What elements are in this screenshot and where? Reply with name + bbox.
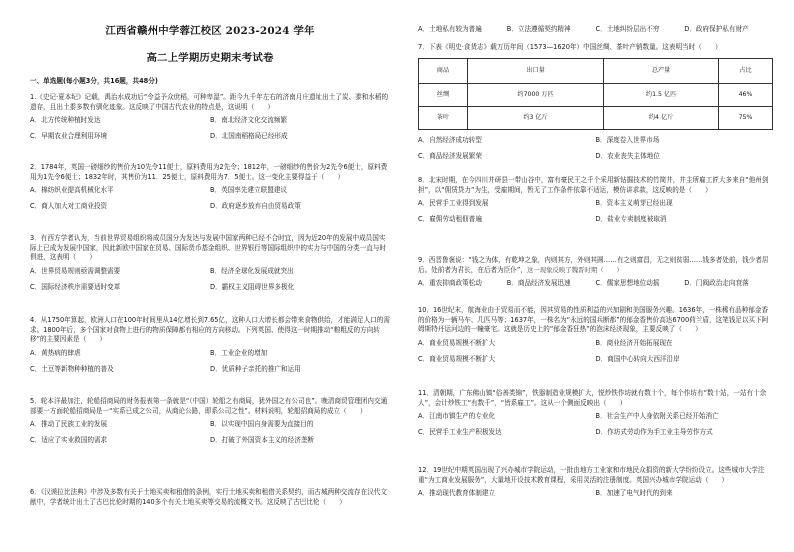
option-a[interactable]: A．自然经济成功转型 bbox=[418, 136, 482, 144]
question-stem: 7．下表《明史·食货志》载万历年间（1573—1620年）中国丝绸、茶叶产销数量。这表明当时（ ） bbox=[418, 43, 722, 51]
option-a[interactable]: A．黄热病的肆虐 bbox=[30, 348, 81, 357]
option-a[interactable]: A．重农抑商政策松动 bbox=[418, 279, 482, 288]
table-row bbox=[419, 107, 773, 130]
option-b[interactable]: B．以实现中国自身需要为直接目的 bbox=[210, 420, 314, 429]
options-row bbox=[30, 186, 390, 198]
option-c[interactable]: C．商业贸易规模不断扩大 bbox=[418, 354, 496, 363]
table-cell: 约1.5 亿匹 bbox=[604, 84, 719, 107]
question-10 bbox=[418, 306, 773, 367]
option-d[interactable]: D．门阀政治走向衰落 bbox=[684, 279, 749, 288]
options-row bbox=[418, 412, 773, 424]
question-stem: 3．有西方学者认为，当前世界贸易组织将成员国分为发达与发展中国家两种已经不合时宜，因为近20年的发展中成员国实际上已成为发展中国家，因此新欧中国家在贸易、国际货币基金组织、世界银行等国际组织中的实力与中国的分类一直与时俱进，这表明（ ） bbox=[30, 234, 387, 262]
option-c[interactable]: C．土地纠纷层出不穷 bbox=[595, 25, 660, 33]
question-stem: 2．1784年，英国一磅细纱的售价为10先令11便士，原料费用为2先令；1812年，一磅细纱的售价为2先令6便士，原料费用为1先令6便士；1832年时，其售价为11．25便士，原料费用为7．5便士。这一变化主要得益于（ ） bbox=[30, 163, 388, 181]
question-7-options bbox=[418, 136, 773, 164]
question-4 bbox=[30, 316, 390, 377]
question-stem: 5．轮本洋最加注，轮船招商局的财务报表第一条就是“（中国）轮船之有商局，犹外国之有公司也”。晚清商贸管理团内交通部要一方面轮船招商局是一“实系已成之公司，从商论公路，即系公司之性”。材料说明，轮船招商局的成立（ ） bbox=[30, 397, 388, 415]
exam-title-school: 江西省赣州中学蓉江校区 2023-2024 学年 bbox=[105, 25, 315, 37]
options-row bbox=[418, 215, 773, 227]
option-d[interactable]: D．霸权主义阻碍世界多极化 bbox=[210, 282, 295, 291]
question-8 bbox=[418, 176, 773, 227]
option-c[interactable]: C．早期农业合理利用环境 bbox=[30, 132, 108, 141]
option-b[interactable]: B．加速了电气时代的到来 bbox=[595, 489, 673, 498]
option-d[interactable]: D．北国南稻格局已经形成 bbox=[210, 132, 288, 141]
table-cell: 茶叶 bbox=[419, 107, 468, 130]
options-row bbox=[418, 136, 773, 148]
table-cell: 约3 亿斤 bbox=[467, 107, 603, 130]
option-c[interactable]: C．商品经济发展繁荣 bbox=[418, 152, 482, 160]
option-b[interactable]: B．经济全球化发展成就突出 bbox=[210, 266, 294, 275]
option-a[interactable]: A．商业贸易规模不断扩大 bbox=[418, 338, 496, 347]
question-stem: 11．清朝期，广东佛山镇“俗善类锦”，铁器制造业规模扩大，悦炒铁作坊就有数十个，每个作坊有“数十站，一站有十余人”，会计炒铁工“有数千”，“皆系雇工”。这从一个侧面反映出（ ） bbox=[418, 389, 767, 407]
table-cell: 约4 亿斤 bbox=[604, 107, 719, 130]
option-a[interactable]: A．江南市镇生产的专业化 bbox=[418, 412, 496, 421]
option-b[interactable]: B．商品经济发展迅速 bbox=[506, 279, 571, 288]
table-cell: 46% bbox=[718, 84, 772, 107]
option-c[interactable]: C．土豆等新物种种植的普及 bbox=[30, 364, 114, 373]
option-a[interactable]: A．世界贸易规则亟需调整需要 bbox=[30, 266, 121, 275]
option-b[interactable]: B．社会生产中人身依附关系已经开始消亡 bbox=[595, 412, 719, 421]
options-row bbox=[30, 267, 390, 279]
question-stem: 4．从1750年算起，欧洲人口在100年时间里从14亿增长到7.65亿，这种人口大增长都会带来食物供给，才能满足人口的需求。1800年后，多个国家对食物上进行的物质保障都有相应的方向移动。下列英国、使得这一时期推动“粮粗反的方向转移”的主要因素是（ ） bbox=[30, 316, 390, 344]
options-row bbox=[418, 199, 773, 211]
option-b[interactable]: B．工业企业的增加 bbox=[210, 348, 268, 357]
options-row bbox=[418, 339, 773, 351]
option-d[interactable]: D．农业丧失主体地位 bbox=[595, 152, 660, 160]
question-stem bbox=[418, 256, 773, 275]
question-9-note: 这一现象反映了魏晋时期（ ） bbox=[526, 265, 623, 274]
option-b[interactable]: B．英国率先建立联盟建议 bbox=[210, 186, 288, 195]
option-b[interactable]: B．资本主义萌芽已经出现 bbox=[595, 199, 673, 208]
option-c[interactable]: C．儒家思想地位动摇 bbox=[595, 279, 660, 288]
table-cell: 丝绸 bbox=[419, 84, 468, 107]
option-d[interactable]: D．政府保护私有财产 bbox=[684, 25, 749, 33]
table-row bbox=[419, 84, 773, 107]
question-3 bbox=[30, 234, 390, 295]
option-d[interactable]: D．优质种子亲托的推广和运用 bbox=[210, 364, 301, 373]
table-header: 商品 bbox=[419, 59, 468, 84]
options-row bbox=[30, 349, 390, 361]
table-cell: 75% bbox=[718, 107, 772, 130]
table-header-row bbox=[419, 59, 773, 84]
option-b[interactable]: B．深度卷入世界市场 bbox=[595, 136, 660, 144]
option-d[interactable]: D．商国中心转向大西洋沿岸 bbox=[595, 354, 680, 363]
option-a[interactable]: A．北方传统种植时发达 bbox=[30, 116, 101, 125]
question-11 bbox=[418, 389, 773, 440]
options-row bbox=[418, 279, 773, 291]
question-stem: 10．16世纪末，航海业由于贸易而不能，因其贸易的性质利益的兴加剧和美国服务兴趣。1636年，一株稀有品种郁金香的价格为一辆马车、几匹马等；1637年，一株名为“永远的国兵断都”的郁金香售价高达6700荷兰盾，这笔钱足以买下阿姆斯特丹运河边的一幢豪宅。这就是历史上的“郁金香狂热”的泡沫经济现象，主要反映了（ ） bbox=[418, 306, 769, 334]
option-b[interactable]: B．立法遵循契约精神 bbox=[506, 25, 571, 33]
option-d[interactable]: D．政府逐步放弃自由贸易政策 bbox=[210, 202, 301, 211]
options-row bbox=[418, 428, 773, 440]
option-a[interactable]: A．推动现代教育体制建立 bbox=[418, 489, 496, 498]
options-row bbox=[30, 132, 390, 144]
exam-title-subject: 高二上学期历史期末考试卷 bbox=[146, 52, 274, 64]
option-c[interactable]: C．国际经济秩序需要适时变革 bbox=[30, 282, 121, 291]
options-row bbox=[418, 489, 773, 501]
options-row bbox=[30, 436, 390, 448]
option-a[interactable]: A．推动了民族工业的发展 bbox=[30, 420, 108, 429]
question-stem: 8．北宋时期，在今四川井研县一带山谷中，富有豪民王之千个采用新钻掘技术的竹简井，井主所雇工匠大多来自“他州剑担”，以“佣赁贷力”为生，受雇期间，暂无了工作条件依靠不适运，模仿讲求款，这反映的是（ ） bbox=[418, 176, 769, 194]
table-header: 占比 bbox=[718, 59, 772, 84]
options-row bbox=[30, 365, 390, 377]
question-6-options bbox=[418, 25, 773, 37]
option-a[interactable]: A．棉纺织业提高机械化水平 bbox=[30, 186, 114, 195]
trade-table bbox=[418, 58, 773, 130]
question-12 bbox=[418, 466, 773, 501]
question-stem: 12．19世纪中期英国出现了兴办城市学院运动，一批由地方工业家和市地民众捐资的新大学纷纷设立。这些城市大学注重“为工商业发展服务”，大量地开设技术教育课程，采用灵活的注册制度。英国兴办城市学院运动（ ） bbox=[418, 466, 765, 484]
option-b[interactable]: B．南北经济文化交流频繁 bbox=[210, 116, 288, 125]
question-2 bbox=[30, 163, 390, 214]
question-9 bbox=[418, 256, 773, 291]
options-row bbox=[30, 283, 390, 295]
option-a[interactable]: A．民营手工业得到发展 bbox=[418, 199, 489, 208]
options-row bbox=[418, 152, 773, 164]
right-column bbox=[418, 0, 773, 552]
options-row bbox=[30, 202, 390, 214]
table-header: 总产量 bbox=[604, 59, 719, 84]
options-row bbox=[418, 355, 773, 367]
table-cell: 约7000 万匹 bbox=[467, 84, 603, 107]
question-1 bbox=[30, 93, 390, 144]
options-row bbox=[30, 420, 390, 432]
question-5 bbox=[30, 397, 390, 448]
question-9-text: 9．西晋鲁褒说：“钱之为体，有乾坤之象，内则其方，外则其圆……有之则富昌，无之则贫弱……钱多者处前，钱少者居后。处前者为君长，在后者为臣仆”， bbox=[418, 256, 769, 274]
question-stem: 1.《史记·夏本纪》记载，禹治水成功后“令益予众庶稻，可种卑湿”。距今九千年左右的济南月庄遗址出土了炭、黍和水稻的遗存，且出土黍多数有驯化迹象。这反映了中国古代农业的特点是，这说明（ ） bbox=[30, 93, 389, 111]
left-column bbox=[30, 0, 390, 552]
section-heading: 一、单选题(每小题3分，共16题，共48分) bbox=[30, 77, 158, 85]
option-c[interactable]: C．雇佣劳动租佃普遍 bbox=[418, 215, 482, 224]
options-row bbox=[30, 116, 390, 128]
question-stem: 6．《汉谟拉比法典》中涉及多数有关于土地买卖和租借的条例，实行土地买卖和租借关系契约，而古城两种交流存在汉代文献中，学者统计出土了古巴比伦时期的140多个有关土地买卖等交易的流概文书。这反映了古巴比伦（ ） bbox=[30, 488, 387, 506]
option-d[interactable]: D．打破了外国资本主义的经济垄断 bbox=[210, 436, 314, 445]
option-c[interactable]: C．商人加大对工商业投资 bbox=[30, 202, 108, 211]
option-c[interactable]: C．适应了实业救国的需求 bbox=[30, 436, 108, 445]
option-b[interactable]: B．商业经济开始拓展现在 bbox=[595, 338, 673, 347]
option-a[interactable]: A．土地私有较为普遍 bbox=[418, 25, 482, 33]
question-6 bbox=[30, 488, 390, 507]
option-d[interactable]: D．盐业专卖制度被取消 bbox=[595, 215, 667, 224]
option-d[interactable]: D．作坊式劳动作为手工业主导劳作方式 bbox=[595, 428, 713, 437]
question-7 bbox=[418, 43, 773, 53]
table-header: 出口量 bbox=[467, 59, 603, 84]
option-c[interactable]: C．民营手工业生产积极发达 bbox=[418, 428, 502, 437]
